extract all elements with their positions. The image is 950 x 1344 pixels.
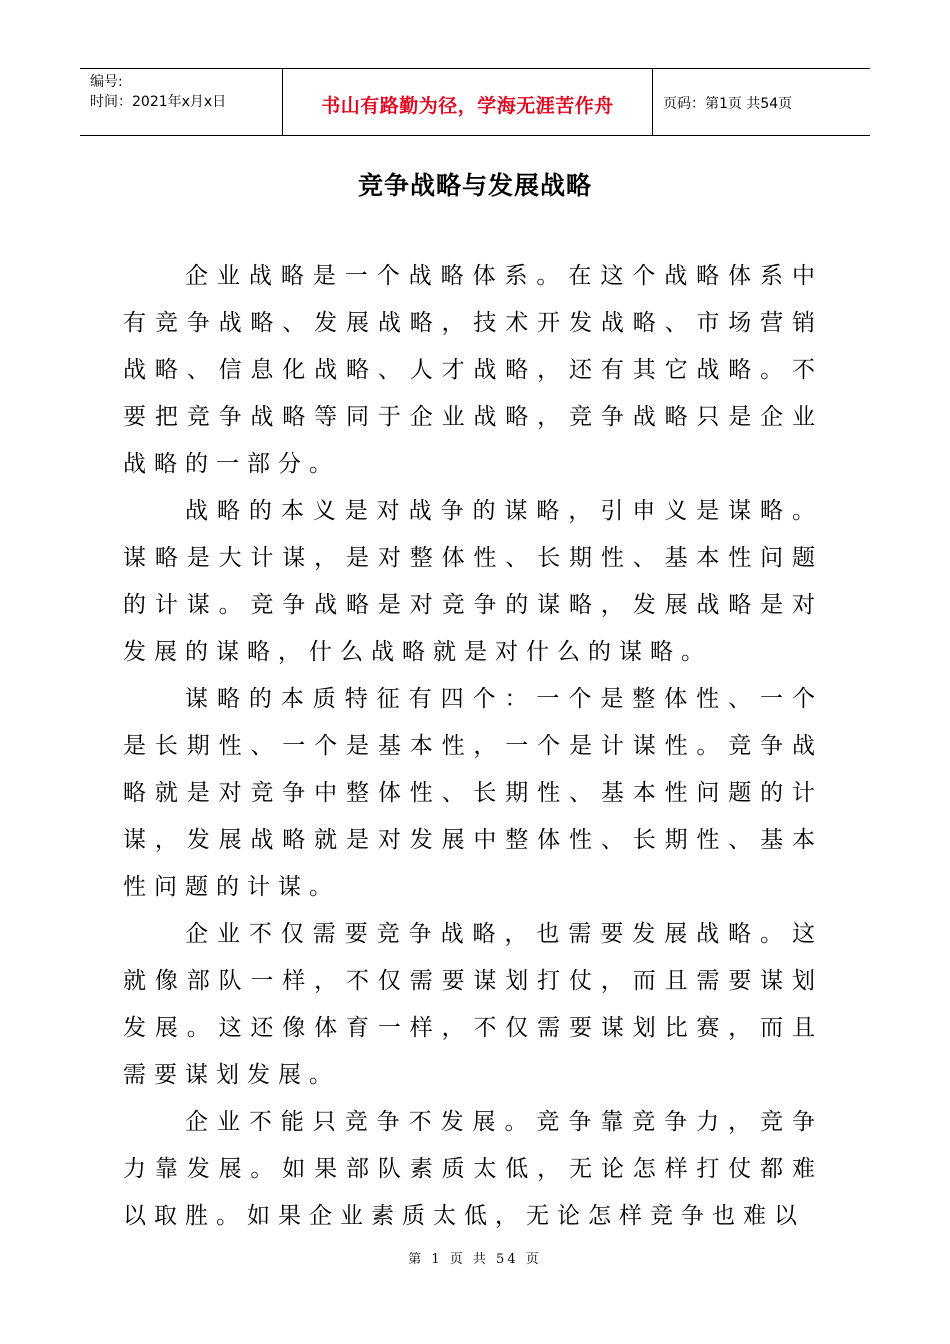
header-meta-cell: [80, 69, 283, 135]
header-page-info: 页码：第1页 共54页: [663, 96, 793, 112]
page-footer: 第 1 页 共 54 页: [408, 1252, 542, 1267]
header-motto-cell: [283, 69, 653, 135]
document-number-label: 编号:: [90, 74, 123, 90]
document-time-label: 时间：2021年x月x日: [90, 94, 227, 110]
document-header: [80, 68, 870, 136]
header-motto: 书山有路勤为径，学海无涯苦作舟: [321, 94, 614, 117]
paragraph-2: 战略的本义是对战争的谋略，引申义是谋略。谋略是大计谋，是对整体性、长期性、基本性问题的计谋。竞争战略是对竞争的谋略，发展战略是对发展的谋略，什么战略就是对什么的谋略。: [123, 498, 823, 665]
paragraph-1: 企业战略是一个战略体系。在这个战略体系中有竞争战略、发展战略，技术开发战略、市场营销战略、信息化战略、人才战略，还有其它战略。不要把竞争战略等同于企业战略，竞争战略只是企业战略的一部分。: [123, 263, 823, 477]
paragraph-5: 企业不能只竞争不发展。竞争靠竞争力，竞争力靠发展。如果部队素质太低，无论怎样打仗都难以取胜。如果企业素质太低，无论怎样竞争也难以: [123, 1109, 823, 1229]
paragraph-4: 企业不仅需要竞争战略，也需要发展战略。这就像部队一样，不仅需要谋划打仗，而且需要谋划发展。这还像体育一样，不仅需要谋划比赛，而且需要谋划发展。: [123, 921, 823, 1088]
document-title: 竞争战略与发展战略: [357, 171, 592, 200]
document-body: [123, 253, 823, 1240]
header-page-cell: [653, 69, 870, 135]
paragraph-3: 谋略的本质特征有四个：一个是整体性、一个是长期性、一个是基本性，一个是计谋性。竞争战略就是对竞争中整体性、长期性、基本性问题的计谋，发展战略就是对发展中整体性、长期性、基本性问题的计谋。: [123, 686, 823, 900]
